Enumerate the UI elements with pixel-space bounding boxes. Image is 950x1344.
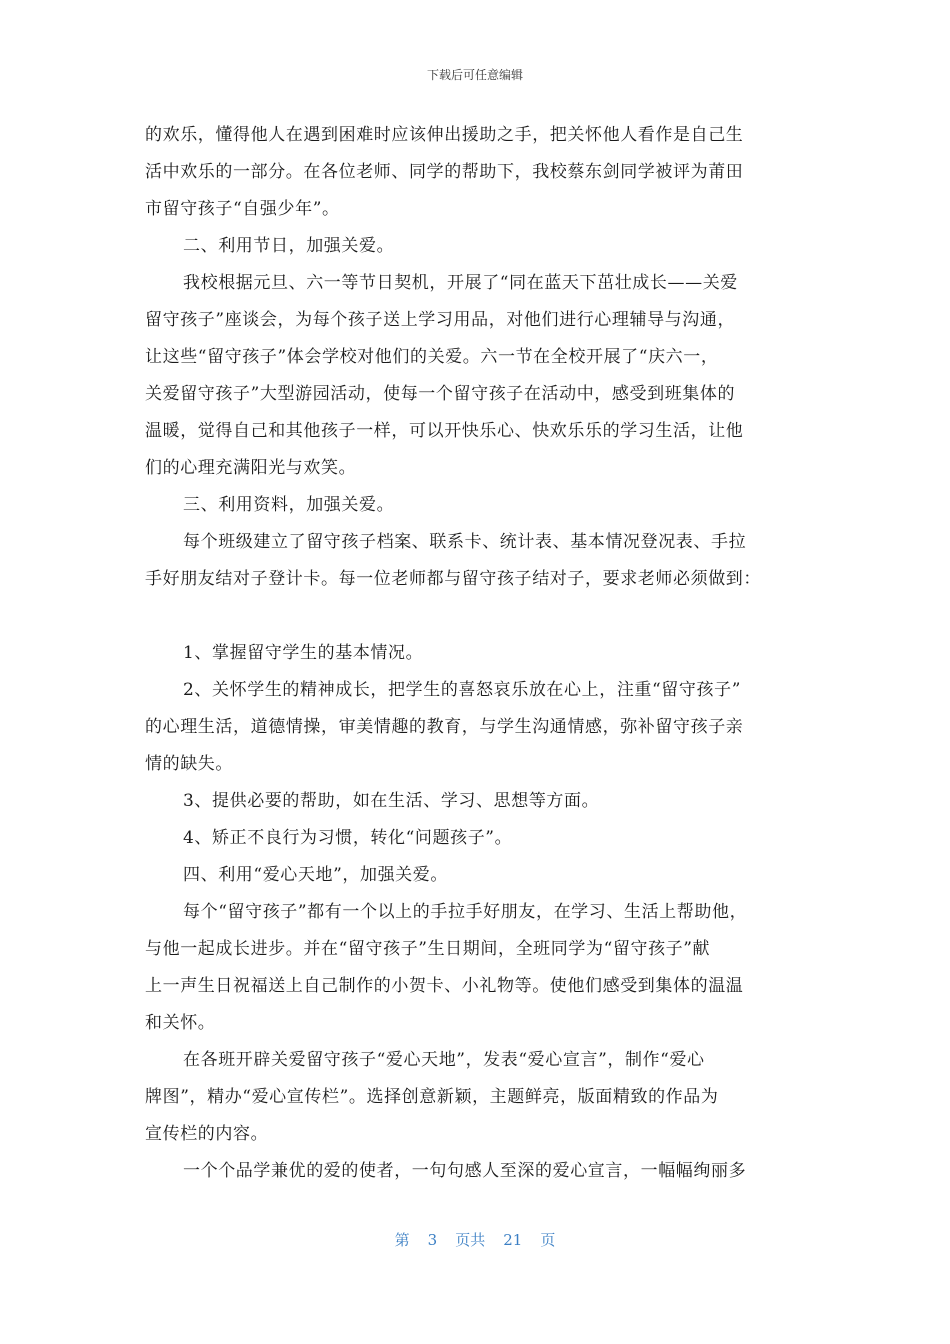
body-text-line: 上一声生日祝福送上自己制作的小贺卡、小礼物等。使他们感受到集体的温温	[145, 976, 744, 996]
body-text-line: 情的缺失。	[145, 754, 233, 774]
body-text-line: 我校根据元旦、六一等节日契机，开展了“同在蓝天下茁壮成长——关爱	[183, 273, 738, 293]
body-text-line: 牌图”，精办“爱心宣传栏”。选择创意新颖，主题鲜亮，版面精致的作品为	[145, 1087, 719, 1107]
total-page-count: 21	[503, 1231, 523, 1249]
current-page-number: 3	[427, 1231, 438, 1249]
body-text-line: 一个个品学兼优的爱的使者，一句句感人至深的爱心宣言，一幅幅绚丽多	[183, 1161, 747, 1181]
body-text-line: 1、掌握留守学生的基本情况。	[183, 643, 424, 663]
footer-prefix: 第	[394, 1231, 410, 1249]
body-text-line: 和关怀。	[145, 1013, 216, 1033]
body-text-line: 三、利用资料，加强关爱。	[183, 495, 395, 515]
body-text-line: 留守孩子”座谈会，为每个孩子送上学习用品，对他们进行心理辅导与沟通，	[145, 310, 736, 330]
body-text-line: 手好朋友结对子登计卡。每一位老师都与留守孩子结对子，要求老师必须做到：	[145, 569, 761, 589]
page-footer	[0, 1229, 950, 1250]
body-text-line: 每个班级建立了留守孩子档案、联系卡、统计表、基本情况登况表、手拉	[183, 532, 747, 552]
body-text-line: 4、矫正不良行为习惯，转化“问题孩子”。	[183, 828, 513, 848]
body-text-line: 的欢乐，懂得他人在遇到困难时应该伸出援助之手，把关怀他人看作是自己生	[145, 125, 744, 145]
body-text-line: 让这些“留守孩子”体会学校对他们的关爱。六一节在全校开展了“庆六一，	[145, 347, 719, 367]
body-text-line: 2、关怀学生的精神成长，把学生的喜怒哀乐放在心上，注重“留守孩子”	[183, 680, 741, 700]
body-text-line: 在各班开辟关爱留守孩子“爱心天地”，发表“爱心宣言”，制作“爱心	[183, 1050, 705, 1070]
body-text-line: 关爱留守孩子”大型游园活动，使每一个留守孩子在活动中，感受到班集体的	[145, 384, 736, 404]
footer-middle: 页共	[455, 1231, 486, 1249]
body-text-line: 市留守孩子“自强少年”。	[145, 199, 340, 219]
footer-suffix: 页	[540, 1231, 556, 1249]
body-text-line: 与他一起成长进步。并在“留守孩子”生日期间，全班同学为“留守孩子”献	[145, 939, 711, 959]
body-text-line: 温暖，觉得自己和其他孩子一样，可以开快乐心、快欢乐乐的学习生活，让他	[145, 421, 744, 441]
body-text-line: 的心理生活，道德情操，审美情趣的教育，与学生沟通情感，弥补留守孩子亲	[145, 717, 744, 737]
body-text-line: 每个“留守孩子”都有一个以上的手拉手好朋友，在学习、生活上帮助他，	[183, 902, 748, 922]
body-text-line: 活中欢乐的一部分。在各位老师、同学的帮助下，我校蔡东剑同学被评为莆田	[145, 162, 744, 182]
body-text-line: 们的心理充满阳光与欢笑。	[145, 458, 357, 478]
body-text-line: 二、利用节日，加强关爱。	[183, 236, 395, 256]
body-text-line: 宣传栏的内容。	[145, 1124, 269, 1144]
document-body	[145, 117, 805, 1190]
page-header: 下载后可任意编辑	[426, 68, 523, 82]
body-text-line: 3、提供必要的帮助，如在生活、学习、思想等方面。	[183, 791, 600, 811]
blank-line	[145, 598, 805, 635]
body-text-line: 四、利用“爱心天地”，加强关爱。	[183, 865, 448, 885]
